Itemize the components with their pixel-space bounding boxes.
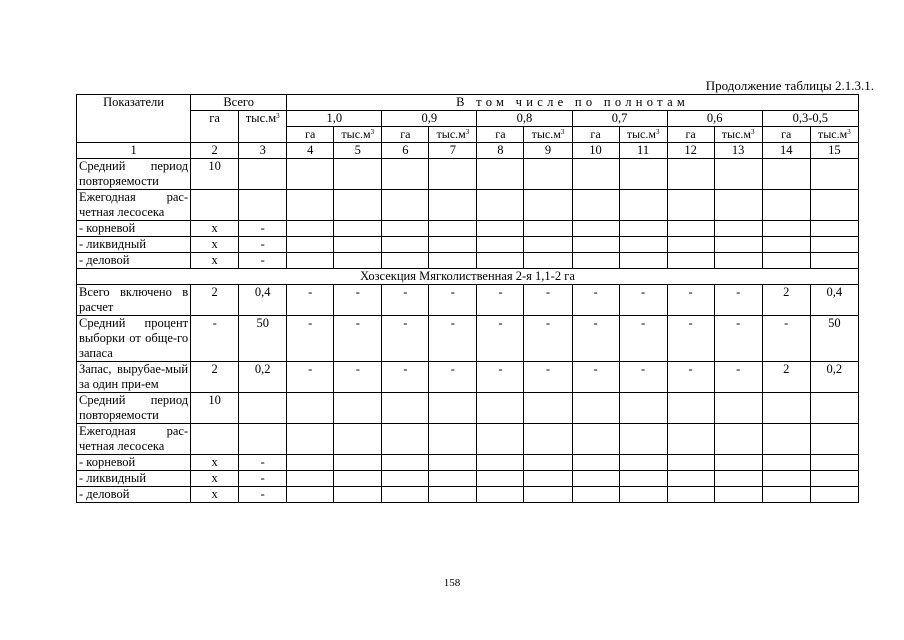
table-cell — [619, 487, 667, 503]
subheader-thous: $тыс.м^3$ — [714, 127, 762, 143]
table-cell: - — [762, 316, 810, 362]
table-cell — [477, 455, 524, 471]
page-number: 158 — [443, 577, 461, 589]
table-cell: - — [334, 285, 382, 316]
column-number: 1 — [77, 143, 191, 159]
table-cell — [382, 159, 429, 190]
density-label: 0,8 — [477, 111, 572, 127]
table-cell: - — [714, 285, 762, 316]
table-cell — [477, 159, 524, 190]
row-label: - деловой — [77, 487, 191, 503]
table-cell — [287, 190, 334, 221]
table-cell — [334, 237, 382, 253]
table-cell — [287, 159, 334, 190]
table-cell — [714, 221, 762, 237]
table-cell — [429, 471, 477, 487]
table-row — [77, 455, 859, 471]
table-cell — [714, 253, 762, 269]
table-cell — [382, 487, 429, 503]
table-cell — [382, 237, 429, 253]
table-cell: - — [572, 316, 619, 362]
table-cell — [572, 487, 619, 503]
column-number: 13 — [714, 143, 762, 159]
header-indicators: Показатели — [77, 95, 191, 143]
table-row — [77, 237, 859, 253]
section-title: Хозсекция Мягколиственная 2-я 1,1-2 га — [77, 269, 859, 285]
table-cell — [714, 190, 762, 221]
table-cell: - — [239, 487, 287, 503]
table-cell — [810, 237, 858, 253]
table-cell — [524, 471, 572, 487]
table-cell: х — [191, 471, 239, 487]
table-cell: 0,4 — [810, 285, 858, 316]
table-cell — [714, 455, 762, 471]
table-cell — [762, 221, 810, 237]
table-cell: - — [191, 316, 239, 362]
table-cell — [287, 471, 334, 487]
table-cell — [762, 487, 810, 503]
table-cell — [524, 253, 572, 269]
table-cell — [334, 455, 382, 471]
table-cell — [239, 159, 287, 190]
table-row — [77, 393, 859, 424]
table-cell — [382, 393, 429, 424]
table-cell — [524, 221, 572, 237]
table-cell — [714, 487, 762, 503]
table-cell — [619, 253, 667, 269]
table-cell — [762, 471, 810, 487]
table-cell — [619, 471, 667, 487]
table-cell — [667, 253, 714, 269]
table-cell: - — [429, 362, 477, 393]
table-cell: - — [382, 316, 429, 362]
table-cell: - — [429, 285, 477, 316]
column-number: 11 — [619, 143, 667, 159]
table-cell — [334, 393, 382, 424]
table-cell: 2 — [191, 362, 239, 393]
table-caption: Продолжение таблицы 2.1.3.1. — [705, 78, 874, 93]
column-number: 14 — [762, 143, 810, 159]
table-cell: - — [239, 237, 287, 253]
table-cell — [524, 393, 572, 424]
table-cell: 10 — [191, 393, 239, 424]
table-cell — [810, 393, 858, 424]
table-row — [77, 362, 859, 393]
table-row — [77, 424, 859, 455]
column-number: 15 — [810, 143, 858, 159]
table-cell: - — [287, 285, 334, 316]
table-cell — [667, 393, 714, 424]
table-cell: - — [524, 316, 572, 362]
table-cell — [714, 159, 762, 190]
header-row-2 — [77, 111, 859, 127]
table-cell — [572, 237, 619, 253]
table-cell — [667, 221, 714, 237]
table-cell — [619, 221, 667, 237]
table-cell — [239, 190, 287, 221]
table-cell — [714, 471, 762, 487]
column-number: 4 — [287, 143, 334, 159]
table-cell — [524, 487, 572, 503]
table-cell — [477, 424, 524, 455]
table-cell — [810, 455, 858, 471]
forest-table — [76, 94, 859, 503]
table-cell: - — [714, 316, 762, 362]
table-row — [77, 316, 859, 362]
table-cell — [287, 253, 334, 269]
table-cell — [572, 455, 619, 471]
table-cell: 0,2 — [239, 362, 287, 393]
table-row — [77, 253, 859, 269]
table-cell — [477, 487, 524, 503]
table-cell: х — [191, 221, 239, 237]
subheader-thous: $тыс.м^3$ — [619, 127, 667, 143]
table-cell — [334, 221, 382, 237]
row-label: Запас, вырубае-мый за один при-ем — [77, 362, 191, 393]
table-cell: 2 — [762, 362, 810, 393]
table-cell: - — [667, 316, 714, 362]
table-cell — [667, 471, 714, 487]
table-cell: х — [191, 487, 239, 503]
table-cell: х — [191, 237, 239, 253]
table-cell: 50 — [239, 316, 287, 362]
table-cell — [382, 455, 429, 471]
table-cell — [810, 487, 858, 503]
table-cell — [477, 471, 524, 487]
table-row — [77, 221, 859, 237]
table-cell — [762, 159, 810, 190]
table-cell — [382, 253, 429, 269]
table-cell — [714, 424, 762, 455]
table-cell: - — [572, 285, 619, 316]
table-cell: - — [382, 362, 429, 393]
table-cell — [429, 424, 477, 455]
table-cell — [477, 393, 524, 424]
table-cell: - — [239, 455, 287, 471]
table-cell: - — [239, 253, 287, 269]
subheader-thous: $тыс.м^3$ — [334, 127, 382, 143]
table-cell — [334, 253, 382, 269]
table-cell — [762, 424, 810, 455]
row-label: Ежегодная рас-четная лесосека — [77, 190, 191, 221]
column-number: 7 — [429, 143, 477, 159]
table-cell — [619, 424, 667, 455]
row-label: Ежегодная рас-четная лесосека — [77, 424, 191, 455]
table-cell — [619, 393, 667, 424]
row-label: Средний период повторяемости — [77, 159, 191, 190]
subheader-ha: га — [477, 127, 524, 143]
table-row — [77, 285, 859, 316]
table-cell: 2 — [762, 285, 810, 316]
table-cell: - — [619, 285, 667, 316]
table-cell — [762, 190, 810, 221]
table-cell: - — [524, 285, 572, 316]
table-cell — [334, 471, 382, 487]
row-label: Средний период повторяемости — [77, 393, 191, 424]
table-cell — [287, 424, 334, 455]
table-cell — [429, 253, 477, 269]
table-cell — [524, 455, 572, 471]
table-cell — [810, 471, 858, 487]
table-cell: - — [334, 316, 382, 362]
subheader-thous: $тыс.м^3$ — [429, 127, 477, 143]
table-cell — [239, 393, 287, 424]
table-cell — [382, 190, 429, 221]
table-cell: 50 — [810, 316, 858, 362]
row-label: Всего включено в расчет — [77, 285, 191, 316]
table-cell — [191, 424, 239, 455]
table-cell — [714, 237, 762, 253]
table-cell — [429, 190, 477, 221]
table-cell: - — [477, 285, 524, 316]
row-label: - корневой — [77, 221, 191, 237]
header-total-ha: га — [191, 111, 239, 143]
table-cell — [762, 393, 810, 424]
table-cell — [334, 487, 382, 503]
header-row-1 — [77, 95, 859, 111]
table-cell — [762, 237, 810, 253]
table-cell — [477, 190, 524, 221]
table-cell: 0,2 — [810, 362, 858, 393]
table-cell — [810, 190, 858, 221]
table-cell: - — [667, 362, 714, 393]
row-label: Средний процент выборки от обще-го запаса — [77, 316, 191, 362]
column-number: 6 — [382, 143, 429, 159]
table-cell: 10 — [191, 159, 239, 190]
table-cell — [477, 237, 524, 253]
table-cell — [429, 237, 477, 253]
table-cell — [810, 424, 858, 455]
table-cell: - — [524, 362, 572, 393]
table-cell: х — [191, 455, 239, 471]
column-number: 5 — [334, 143, 382, 159]
table-row — [77, 471, 859, 487]
column-number-row — [77, 143, 859, 159]
subheader-ha: га — [762, 127, 810, 143]
density-label: 0,3-0,5 — [762, 111, 858, 127]
table-cell — [619, 190, 667, 221]
column-number: 2 — [191, 143, 239, 159]
table-cell — [382, 424, 429, 455]
column-number: 12 — [667, 143, 714, 159]
table-cell — [810, 159, 858, 190]
table-cell — [334, 190, 382, 221]
row-label: - корневой — [77, 455, 191, 471]
table-cell — [429, 455, 477, 471]
table-cell — [762, 455, 810, 471]
column-number: 3 — [239, 143, 287, 159]
table-cell — [810, 253, 858, 269]
table-cell: - — [429, 316, 477, 362]
table-cell: - — [287, 316, 334, 362]
table-cell: - — [239, 221, 287, 237]
table-cell: - — [572, 362, 619, 393]
table-cell — [667, 487, 714, 503]
table-cell — [572, 159, 619, 190]
table-cell: - — [477, 362, 524, 393]
table-cell: 0,4 — [239, 285, 287, 316]
table-cell — [287, 237, 334, 253]
table-cell — [287, 455, 334, 471]
subheader-thous: $тыс.м^3$ — [524, 127, 572, 143]
density-label: 0,9 — [382, 111, 477, 127]
header-total: Всего — [191, 95, 287, 111]
table-cell — [619, 237, 667, 253]
table-cell — [667, 455, 714, 471]
table-cell — [191, 190, 239, 221]
density-label: 0,7 — [572, 111, 667, 127]
table-cell — [524, 159, 572, 190]
table-cell — [382, 471, 429, 487]
table-row — [77, 159, 859, 190]
table-cell: 2 — [191, 285, 239, 316]
table-cell — [429, 393, 477, 424]
table-cell — [429, 159, 477, 190]
table-cell: х — [191, 253, 239, 269]
table-cell — [572, 221, 619, 237]
row-label: - ликвидный — [77, 471, 191, 487]
column-number: 9 — [524, 143, 572, 159]
table-cell — [287, 393, 334, 424]
table-cell — [572, 190, 619, 221]
table-cell — [572, 253, 619, 269]
table-cell: - — [239, 471, 287, 487]
column-number: 10 — [572, 143, 619, 159]
table-cell — [572, 471, 619, 487]
table-cell: - — [619, 316, 667, 362]
table-cell — [667, 237, 714, 253]
table-cell — [477, 221, 524, 237]
table-cell — [667, 159, 714, 190]
table-cell — [524, 424, 572, 455]
table-cell — [810, 221, 858, 237]
table-cell — [667, 190, 714, 221]
column-number: 8 — [477, 143, 524, 159]
table-cell — [382, 221, 429, 237]
table-cell: - — [287, 362, 334, 393]
table-cell — [334, 159, 382, 190]
subheader-ha: га — [667, 127, 714, 143]
subheader-thous: $тыс.м^3$ — [810, 127, 858, 143]
section-row — [77, 269, 859, 285]
table-row — [77, 190, 859, 221]
table-cell — [429, 487, 477, 503]
table-cell: - — [667, 285, 714, 316]
row-label: - деловой — [77, 253, 191, 269]
density-label: 0,6 — [667, 111, 762, 127]
table-cell: - — [382, 285, 429, 316]
table-cell — [572, 424, 619, 455]
table-cell — [287, 487, 334, 503]
header-total-thous: $тыс.м^3$ — [239, 111, 287, 143]
row-label: - ликвидный — [77, 237, 191, 253]
header-including: В том числе по полнотам — [287, 95, 859, 111]
table-cell — [524, 190, 572, 221]
table-cell — [524, 237, 572, 253]
subheader-ha: га — [382, 127, 429, 143]
table-cell — [762, 253, 810, 269]
table-cell: - — [477, 316, 524, 362]
table-cell: - — [714, 362, 762, 393]
table-cell — [477, 253, 524, 269]
table-cell — [239, 424, 287, 455]
table-cell — [429, 221, 477, 237]
table-cell: - — [619, 362, 667, 393]
table-cell — [334, 424, 382, 455]
subheader-ha: га — [287, 127, 334, 143]
table-cell — [287, 221, 334, 237]
table-cell — [667, 424, 714, 455]
table-cell — [619, 159, 667, 190]
table-cell: - — [334, 362, 382, 393]
subheader-ha: га — [572, 127, 619, 143]
table-cell — [619, 455, 667, 471]
density-label: 1,0 — [287, 111, 382, 127]
table-row — [77, 487, 859, 503]
table-cell — [572, 393, 619, 424]
table-cell — [714, 393, 762, 424]
